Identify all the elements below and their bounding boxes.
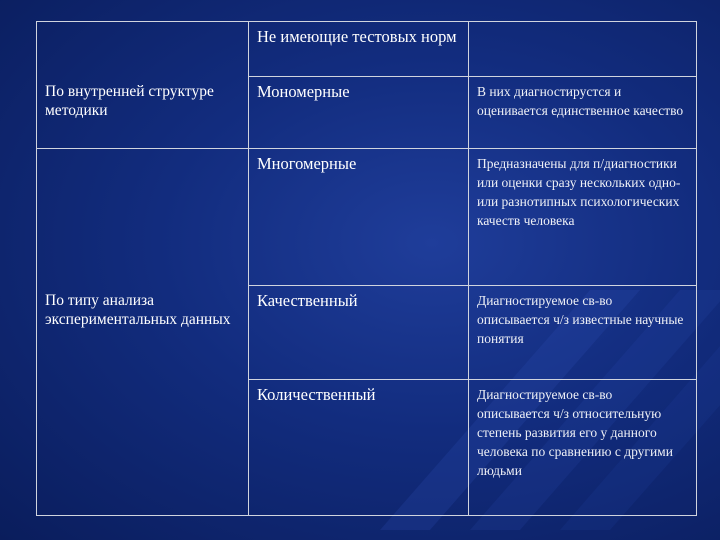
type-cell: Количественный: [249, 380, 469, 516]
type-cell: Качественный: [249, 286, 469, 380]
description-cell: Диагностируемое св-во описывается ч/з относительную степень развития его у данного человека по сравнению с другими людьми: [469, 380, 697, 516]
empty-cell: [37, 380, 249, 516]
table-row: [37, 380, 697, 516]
table-row: [37, 149, 697, 286]
description-cell: В них диагностирустся и оценивается единственное качество: [469, 77, 697, 149]
description-cell: Диагностируемое св-во описывается ч/з известные научные понятия: [469, 286, 697, 380]
empty-cell: [469, 22, 697, 77]
table-row: [37, 77, 697, 149]
group-label-internal: По внутренней структуре методики: [37, 77, 249, 149]
type-cell: Многомерные: [249, 149, 469, 286]
table-row: [37, 22, 697, 77]
header-cell-tests: Не имеющие тестовых норм: [249, 22, 469, 77]
group-label-analysis: По типу анализа экспериментальных данных: [37, 286, 249, 380]
table-row: [37, 286, 697, 380]
empty-cell: [37, 149, 249, 286]
classification-table: [36, 21, 697, 516]
empty-cell: [37, 22, 249, 77]
description-cell: Предназначены для п/диагностики или оценки сразу нескольких одно- или разнотипных психологических качеств человека: [469, 149, 697, 286]
type-cell: Мономерные: [249, 77, 469, 149]
